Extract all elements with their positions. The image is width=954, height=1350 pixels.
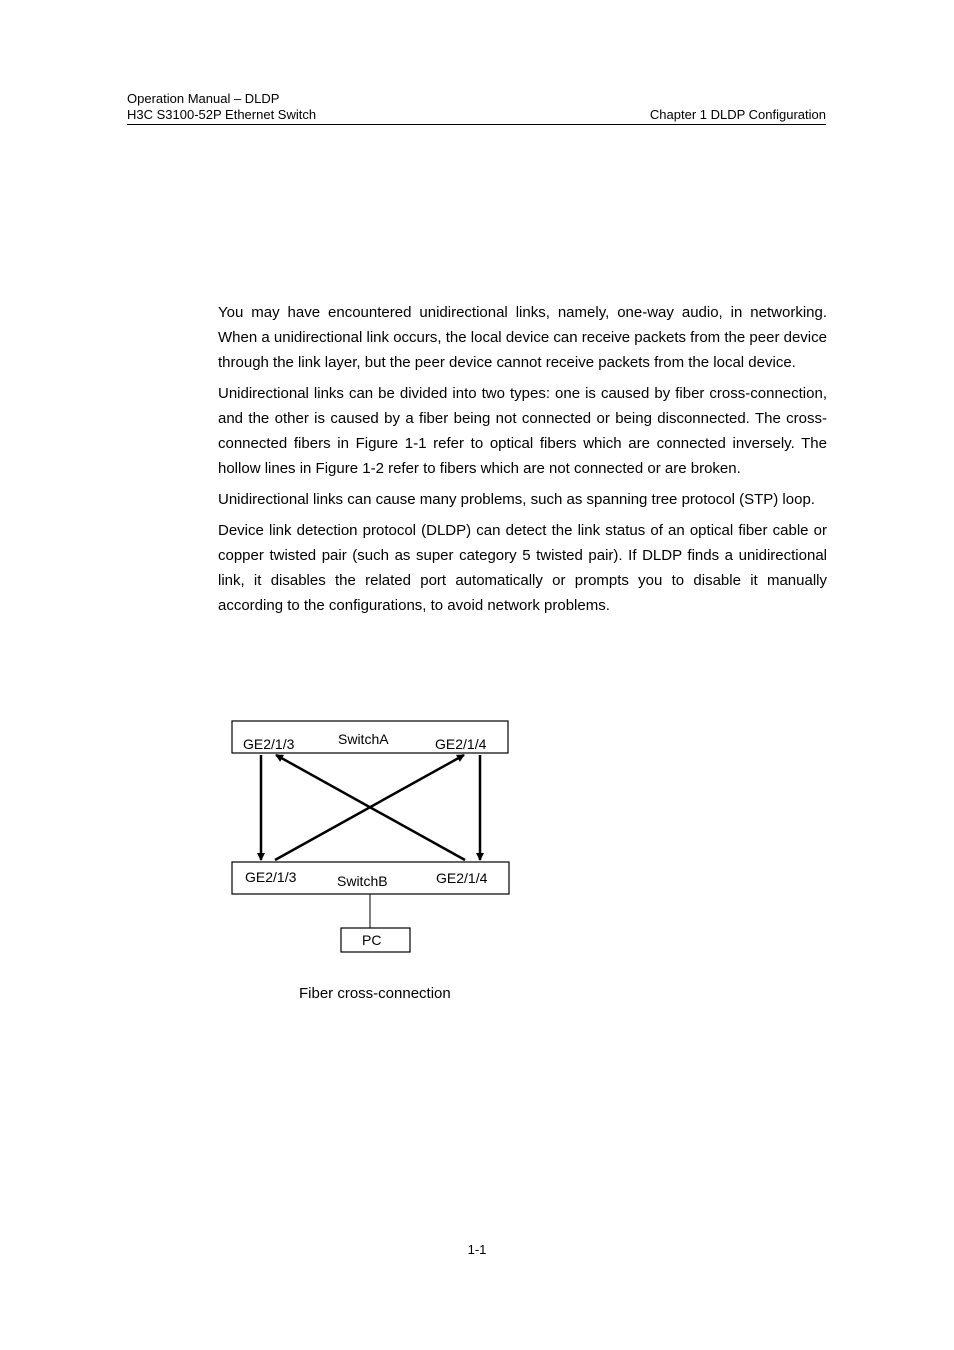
- switch-b-label: SwitchB: [337, 873, 388, 889]
- switch-a-port-left: GE2/1/3: [243, 736, 295, 752]
- paragraph-2: Unidirectional links can be divided into two types: one is caused by fiber cross-connection, and the other is caused by a fiber being not connected or being disconnected. The cross-connected fibers in Figure 1-1 refer to optical fibers which are connected inversely. The hollow lines in Figure 1-2 refer to fibers which are not connected or are broken.: [218, 385, 827, 477]
- switch-a-port-right: GE2/1/4: [435, 736, 487, 752]
- header-product-name: H3C S3100-52P Ethernet Switch: [127, 107, 317, 122]
- paragraph-4: Device link detection protocol (DLDP) can detect the link status of an optical fiber cable or copper twisted pair (such as super category 5 twisted pair). If DLDP finds a unidirectional link, it disables the related port automatically or prompts you to disable it manually according to the configurations, to avoid network problems.: [218, 522, 827, 614]
- paragraph-3: Unidirectional links can cause many problems, such as spanning tree protocol (STP) loop.: [218, 491, 815, 508]
- figure-caption: Fiber cross-connection: [299, 985, 451, 1002]
- paragraph-1: You may have encountered unidirectional links, namely, one-way audio, in networking. When a unidirectional link occurs, the local device can receive packets from the peer device through the link layer, but the peer device cannot receive packets from the local device.: [218, 304, 827, 371]
- switch-b-port-left: GE2/1/3: [245, 869, 297, 885]
- header-chapter-title: Chapter 1 DLDP Configuration: [649, 107, 826, 122]
- header-manual-title: Operation Manual – DLDP: [127, 91, 280, 106]
- switch-b-port-right: GE2/1/4: [436, 870, 488, 886]
- switch-a-label: SwitchA: [338, 731, 389, 747]
- pc-label: PC: [362, 932, 382, 948]
- page-number: 1-1: [467, 1242, 487, 1257]
